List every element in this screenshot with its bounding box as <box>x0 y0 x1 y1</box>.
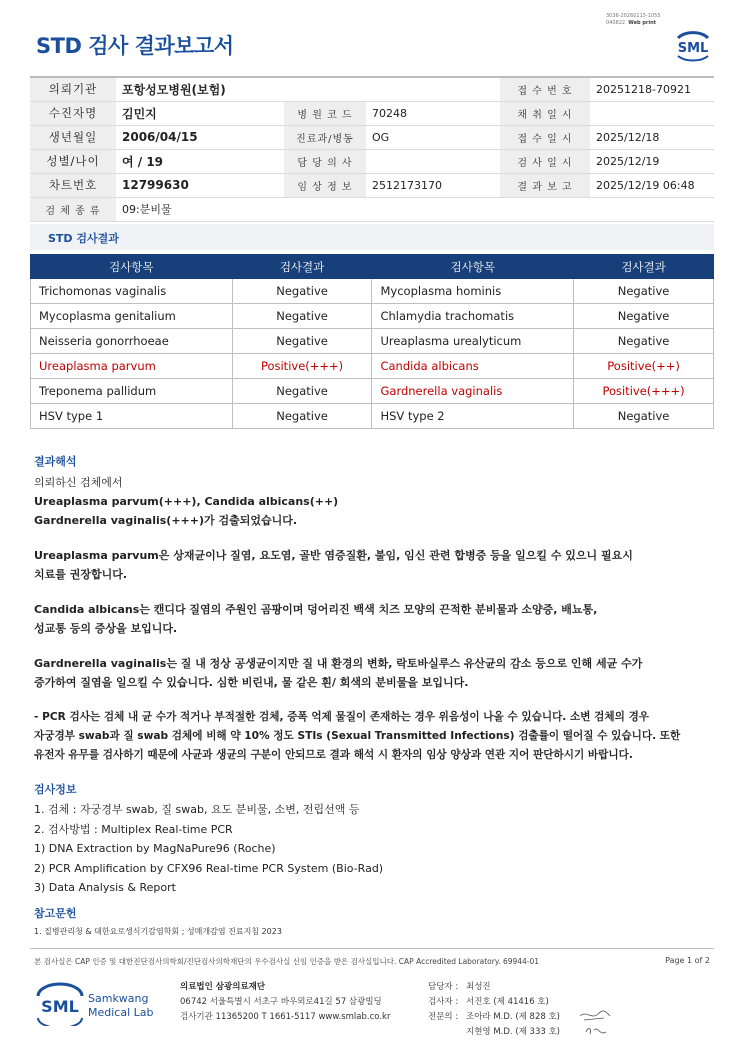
footer-divider <box>30 948 714 949</box>
info-value <box>366 149 500 173</box>
header-test-result: 검사결과 <box>232 255 372 279</box>
test-info-list <box>34 800 383 898</box>
info-value: 여 / 19 <box>116 149 284 173</box>
test-info-title: 검사정보 <box>34 783 77 796</box>
interpretation-title: 결과해석 <box>34 455 77 468</box>
info-label: 진료과/병동 <box>284 125 366 149</box>
info-value: 70248 <box>366 101 500 125</box>
table-row <box>31 304 714 329</box>
test-result: Negative <box>232 279 372 304</box>
info-row <box>30 125 714 149</box>
list-item: 1. 검체 : 자궁경부 swab, 질 swab, 요도 분비물, 소변, 전립선액 등 <box>34 803 360 816</box>
svg-text:SML: SML <box>677 41 709 56</box>
info-value: 20251218-70921 <box>590 77 714 101</box>
test-item: HSV type 2 <box>372 404 574 429</box>
test-item: Ureaplasma parvum <box>31 354 233 379</box>
info-label: 결 과 보 고 <box>500 173 590 197</box>
specimen-value: 09:분비물 <box>116 197 714 221</box>
info-value: 2006/04/15 <box>116 125 284 149</box>
info-row <box>30 149 714 173</box>
accreditation-note: 본 검사실은 CAP 인증 및 대한진단검사의학회/진단검사의학재단의 우수검사실 신임 인증을 받은 검사실입니다. CAP Accredited Laboratory. 69944-01 <box>34 957 540 966</box>
header-test-item: 검사항목 <box>372 255 574 279</box>
info-value: 12799630 <box>116 173 284 197</box>
info-value: 2025/12/19 06:48 <box>590 173 714 197</box>
info-value: OG <box>366 125 500 149</box>
info-value: 2512173170 <box>366 173 500 197</box>
info-label: 수진자명 <box>30 101 116 125</box>
specimen-row <box>30 197 714 221</box>
patient-info-table <box>30 76 714 222</box>
test-item: Mycoplasma genitalium <box>31 304 233 329</box>
info-label: 성별/나이 <box>30 149 116 173</box>
staff-row: 지현영 M.D. (제 333 호) <box>466 1027 561 1037</box>
svg-text:SML: SML <box>41 997 79 1016</box>
info-label: 임 상 정 보 <box>284 173 366 197</box>
references-title: 참고문헌 <box>34 907 77 920</box>
info-row <box>30 101 714 125</box>
test-result: Negative <box>574 304 714 329</box>
list-item: 1) DNA Extraction by MagNaPure96 (Roche) <box>34 842 276 855</box>
list-item: 2) PCR Amplification by CFX96 Real-time PCR System (Bio-Rad) <box>34 861 384 875</box>
info-label: 의뢰기관 <box>30 77 116 101</box>
svg-text:Medical Lab: Medical Lab <box>88 1006 154 1019</box>
staff-row: 검사자 : 서진호 (제 41416 호) <box>428 997 549 1007</box>
test-item: Neisseria gonorrhoeae <box>31 329 233 354</box>
info-row <box>30 77 714 101</box>
header-test-result: 검사결과 <box>574 255 714 279</box>
info-label: 접 수 일 시 <box>500 125 590 149</box>
test-item: Candida albicans <box>372 354 574 379</box>
info-label: 생년월일 <box>30 125 116 149</box>
staff-list <box>428 980 560 1040</box>
table-row <box>31 379 714 404</box>
std-results-table <box>30 254 714 429</box>
info-label: 병 원 코 드 <box>284 101 366 125</box>
test-result: Negative <box>574 329 714 354</box>
header-test-item: 검사항목 <box>31 255 233 279</box>
specimen-label: 검 체 종 류 <box>30 197 116 221</box>
info-label <box>284 77 366 101</box>
info-value: 포항성모병원(보험) <box>116 77 284 101</box>
info-value: 2025/12/19 <box>590 149 714 173</box>
test-result: Positive(+++) <box>574 379 714 404</box>
info-label: 담 당 의 사 <box>284 149 366 173</box>
test-result: Negative <box>232 404 372 429</box>
organization-info: 의료법인 삼광의료재단 06742 서울특별시 서초구 바우뫼로41길 57 삼광빌딩 검사기관 11365200 T 1661-5117 www.smlab.co.kr <box>180 982 391 1022</box>
test-item: Treponema pallidum <box>31 379 233 404</box>
info-label: 차트번호 <box>30 173 116 197</box>
signature-icon <box>576 1006 616 1040</box>
info-value <box>366 77 500 101</box>
print-code: 3036-20260115-1055 040822 Web print <box>606 13 661 26</box>
test-result: Negative <box>232 379 372 404</box>
test-result: Positive(++) <box>574 354 714 379</box>
info-label: 채 취 일 시 <box>500 101 590 125</box>
test-result: Positive(+++) <box>232 354 372 379</box>
info-value: 2025/12/18 <box>590 125 714 149</box>
test-item: HSV type 1 <box>31 404 233 429</box>
staff-row: 전문의 : 조아라 M.D. (제 828 호) <box>428 1012 561 1022</box>
test-result: Negative <box>232 304 372 329</box>
samkwang-logo-icon <box>36 982 156 1026</box>
list-item: 2. 검사방법 : Multiplex Real-time PCR <box>34 822 233 836</box>
page-number: Page 1 of 2 <box>665 956 710 965</box>
info-label: 검 사 일 시 <box>500 149 590 173</box>
table-row <box>31 354 714 379</box>
info-label: 접 수 번 호 <box>500 77 590 101</box>
test-result: Negative <box>232 329 372 354</box>
staff-row: 담당자 : 최성진 <box>428 982 491 992</box>
test-item: Chlamydia trachomatis <box>372 304 574 329</box>
svg-text:Samkwang: Samkwang <box>88 992 149 1005</box>
page-title: STD 검사 결과보고서 <box>36 34 234 58</box>
test-result: Negative <box>574 404 714 429</box>
results-section-header: STD 검사결과 <box>30 224 714 250</box>
test-item: Gardnerella vaginalis <box>372 379 574 404</box>
table-row <box>31 279 714 304</box>
info-value: 김민지 <box>116 101 284 125</box>
info-row <box>30 173 714 197</box>
table-row <box>31 329 714 354</box>
test-item: Mycoplasma hominis <box>372 279 574 304</box>
test-result: Negative <box>574 279 714 304</box>
test-item: Ureaplasma urealyticum <box>372 329 574 354</box>
interpretation-text: 의뢰하신 검체에서 Ureaplasma parvum(+++), Candida albicans(++) Gardnerella vaginalis(+++)가 검출되었습니다. Ureaplasma parvum은 상재균이나 질염, 요도염, 골반 염증질환, 불임, 임신 관련 합병증 등을 일으킬 수 있으니 필요시 치료를 권장합니다. Candida albicans는 캔디다 질염의 주원인 곰팡이며 덩어리진 백색 치즈 모양의 끈적한 분비물과 소양증, 배뇨통, 성교통 등의 증상을 보입니다. Gardnerella vaginalis는 질 내 정상 공생균이지만 질 내 환경의 변화, 락토바실루스 유산균의 감소 등으로 인해 세균 수가 증가하여 질염을 일으킬 수 있습니다. 심한 비린내, 물 같은 흰/ 회색의 분비물을 보입니다. - PCR 검사는 검체 내 균 수가 적거나 부적절한 검체, 증폭 억제 물질이 존재하는 경우 위음성이 나올 수 있습니다. 소변 검체의 경우 자궁경부 swab과 질 swab 검체에 비해 약 10% 정도 STIs (Sexual Transmitted Infections) 검출률이 떨어질 수 있습니다. 또한 유전자 유무를 검사하기 때문에 사균과 생균의 구분이 안되므로 결과 해석 시 환자의 임상 양상과 연관 지어 판단하시기 바랍니다. <box>34 476 681 761</box>
list-item: 3) Data Analysis & Report <box>34 881 176 894</box>
info-value <box>590 101 714 125</box>
sml-logo-icon <box>672 26 714 64</box>
test-item: Trichomonas vaginalis <box>31 279 233 304</box>
reference-item: 1. 질병관리청 & 대한요로생식기감염학회 ; 성매개감염 진료지침 2023 <box>34 927 282 936</box>
table-row <box>31 404 714 429</box>
